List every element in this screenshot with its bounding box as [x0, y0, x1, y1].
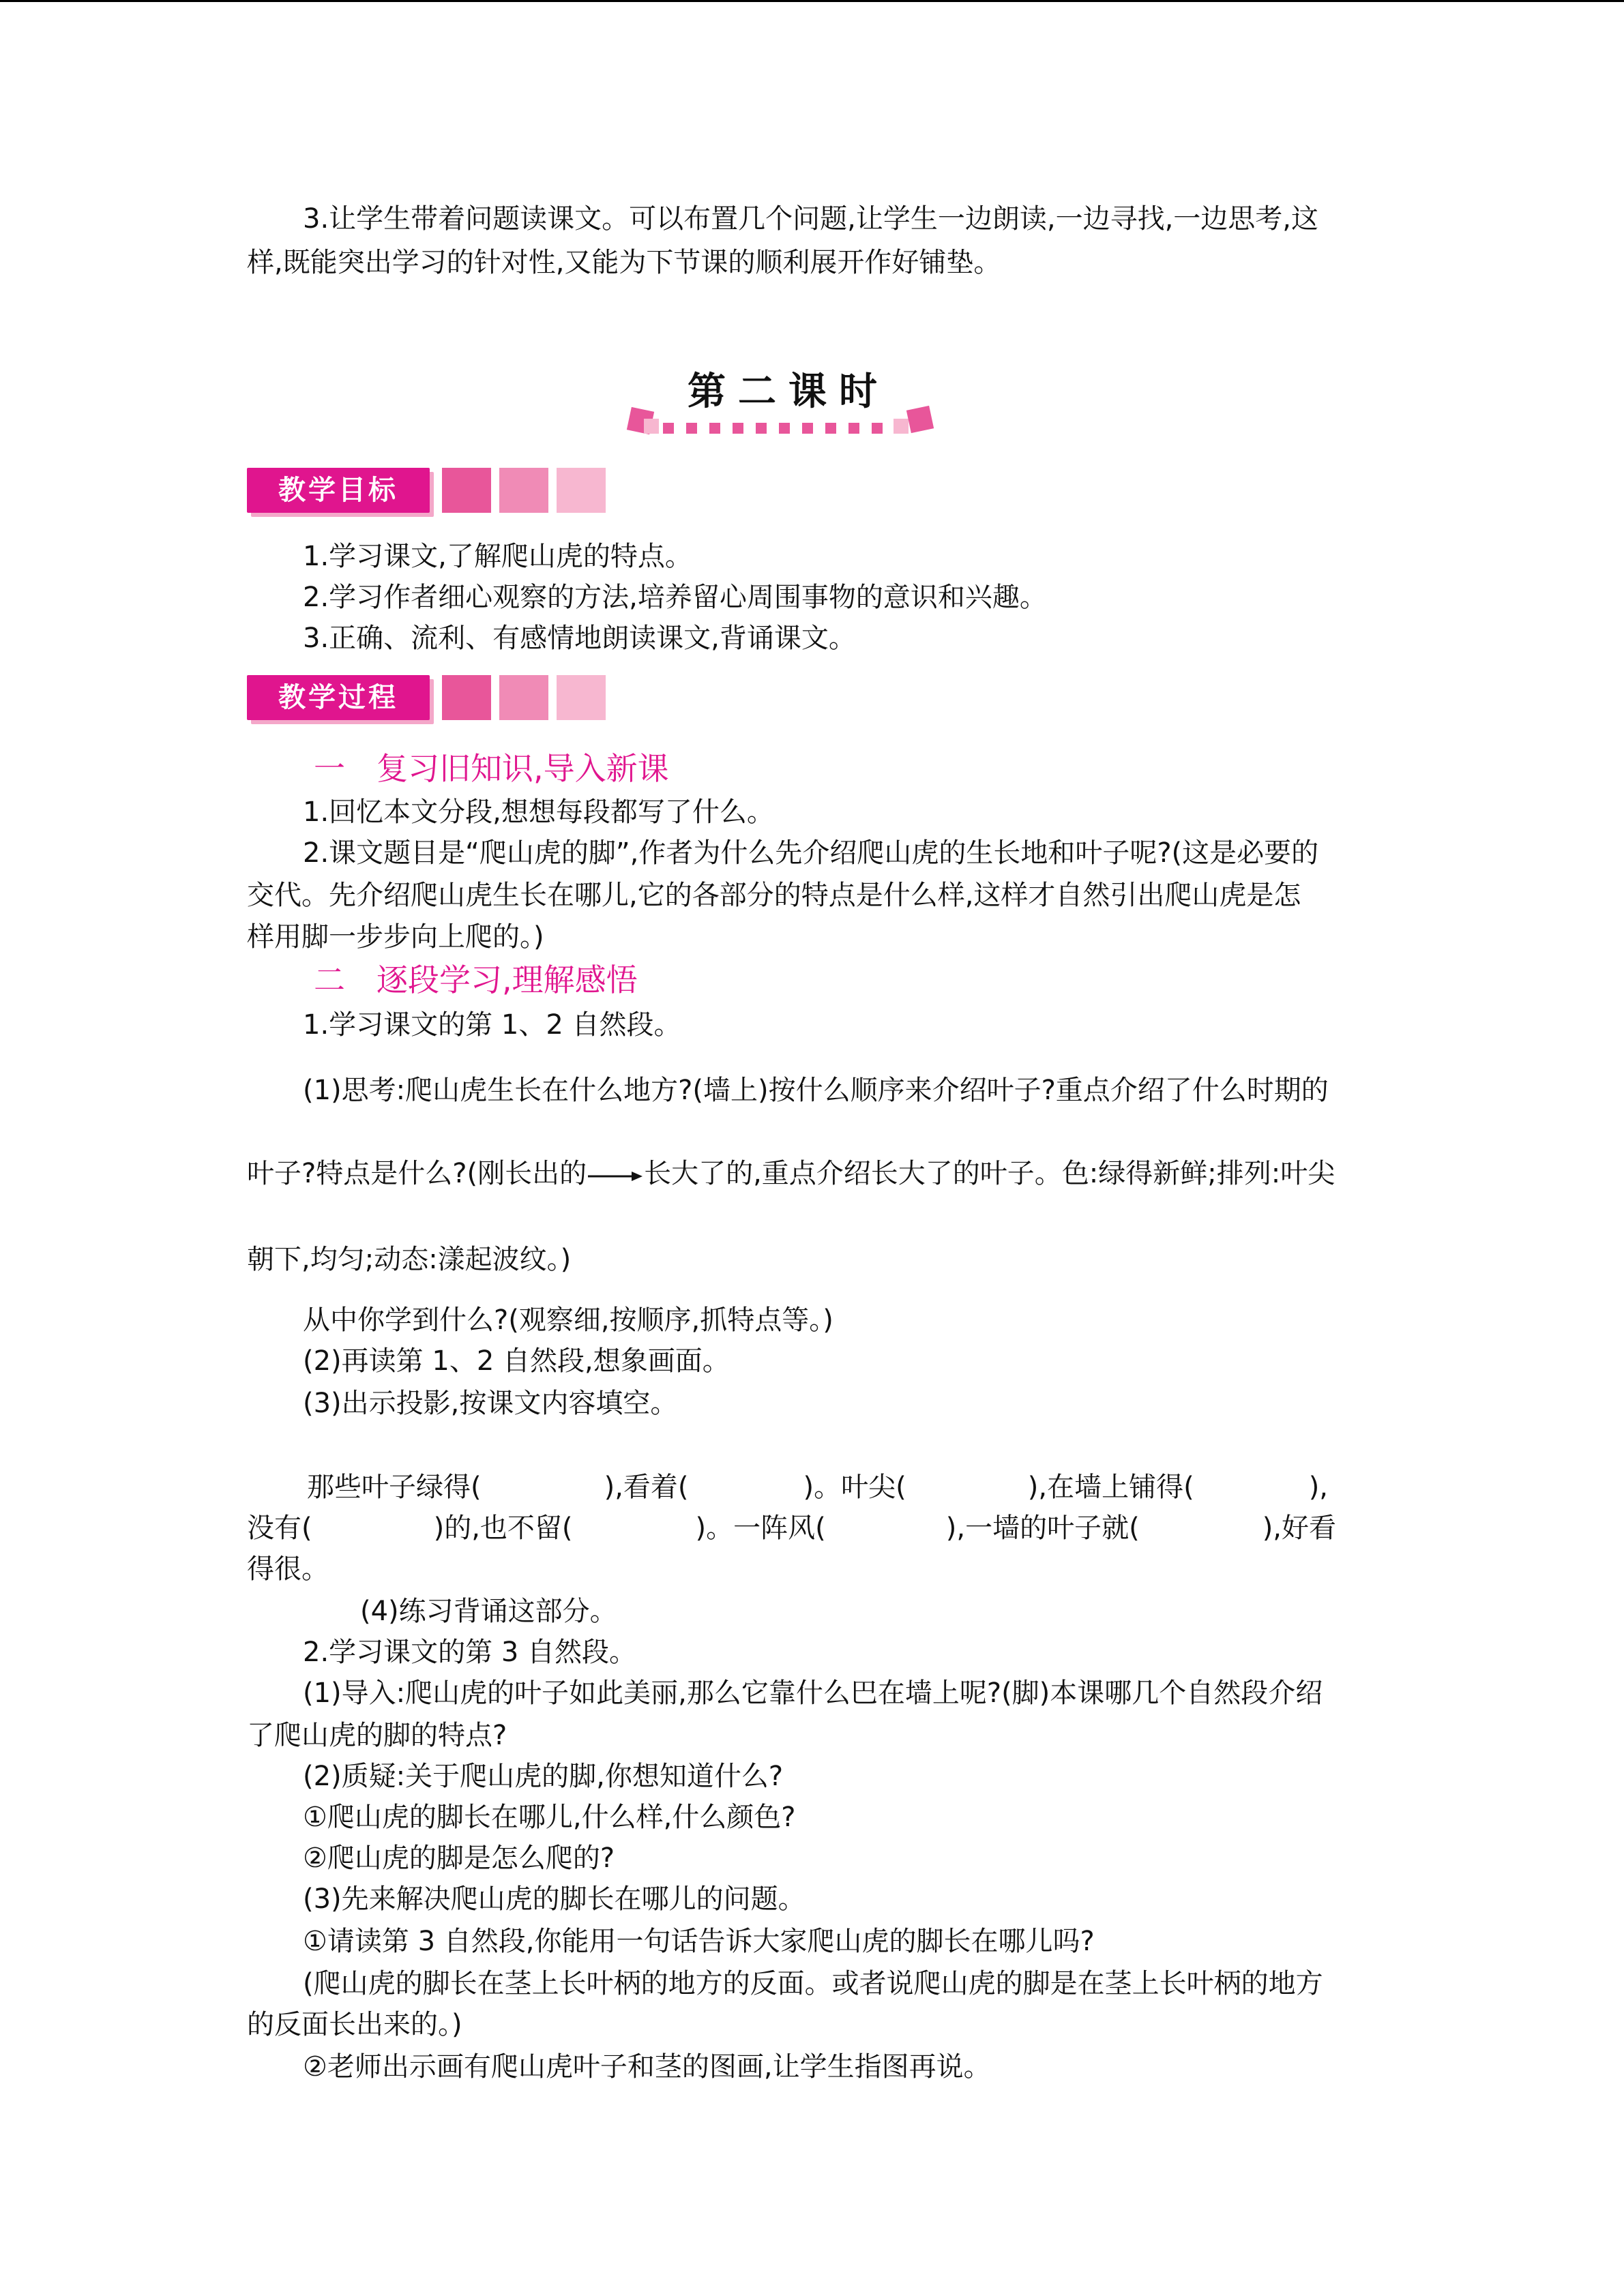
fill-blank-line: 得很。 — [247, 1553, 329, 1585]
part2-line-segment: 长大了的,重点介绍长大了的叶子。色:绿得新鲜;排列:叶尖 — [644, 1158, 1335, 1189]
part2-line: (爬山虎的脚长在茎上长叶柄的地方的反面。或者说爬山虎的脚是在茎上长叶柄的地方 — [303, 1968, 1323, 1999]
part2-line: (3)先来解决爬山虎的脚长在哪儿的问题。 — [303, 1883, 806, 1915]
part2-line: (2)再读第 1、2 自然段,想象画面。 — [303, 1345, 730, 1377]
fill-blank-line — [247, 1507, 1336, 1549]
part1-line: 2.课文题目是“爬山虎的脚”,作者为什么先介绍爬山虎的生长地和叶子呢?(这是必要的 — [303, 837, 1319, 869]
intro-line-2: 样,既能突出学习的针对性,又能为下节课的顺利展开作好铺垫。 — [247, 247, 1001, 278]
part2-line: 从中你学到什么?(观察细,按顺序,抓特点等。) — [303, 1304, 833, 1336]
part2-line: ②老师出示画有爬山虎叶子和茎的图画,让学生指图再说。 — [303, 2051, 991, 2083]
part2-line: (4)练习背诵这部分。 — [360, 1596, 617, 1627]
label-square-decoration — [499, 468, 548, 513]
fill-text: 没有( — [247, 1512, 312, 1544]
label-square-decoration — [557, 675, 606, 720]
intro-line-1: 3.让学生带着问题读课文。可以布置几个问题,让学生一边朗读,一边寻找,一边思考,这 — [303, 203, 1319, 235]
fill-text: ),在墙上铺得( — [1027, 1472, 1194, 1503]
part2-line: 1.学习课文的第 1、2 自然段。 — [303, 1009, 681, 1041]
part2-heading: 二 逐段学习,理解感悟 — [314, 961, 638, 998]
part1-line: 交代。先介绍爬山虎生长在哪儿,它的各部分的特点是什么样,这样才自然引出爬山虎是怎 — [247, 880, 1301, 911]
objectives-label: 教学目标 — [247, 468, 430, 513]
part2-line: ①请读第 3 自然段,你能用一句话告诉大家爬山虎的脚长在哪儿吗? — [303, 1926, 1095, 1957]
part2-line: (2)质疑:关于爬山虎的脚,你想知道什么? — [303, 1761, 784, 1792]
fill-blank-line — [307, 1466, 1328, 1508]
fill-text: ), — [1308, 1472, 1329, 1503]
part1-line: 1.回忆本文分段,想想每段都写了什么。 — [303, 796, 774, 828]
fill-text: ),好看 — [1262, 1512, 1337, 1544]
arrow-icon — [587, 1161, 644, 1189]
process-label: 教学过程 — [247, 675, 430, 720]
lesson-title: 第二课时 — [688, 369, 889, 414]
top-rule — [0, 0, 1624, 2]
part2-line: (3)出示投影,按课文内容填空。 — [303, 1388, 678, 1419]
label-square-decoration — [557, 468, 606, 513]
objective-item: 3.正确、流利、有感情地朗读课文,背诵课文。 — [303, 623, 856, 654]
fill-text: ),看着( — [604, 1472, 689, 1503]
part2-line — [247, 1152, 1335, 1195]
part2-line: 2.学习课文的第 3 自然段。 — [303, 1637, 637, 1668]
label-square-decoration — [442, 468, 491, 513]
fill-text: ),一墙的叶子就( — [945, 1512, 1140, 1544]
part2-line: ①爬山虎的脚长在哪儿,什么样,什么颜色? — [303, 1802, 796, 1833]
fill-text: )。一阵风( — [695, 1512, 826, 1544]
label-square-decoration — [442, 675, 491, 720]
part2-line: 了爬山虎的脚的特点? — [247, 1720, 507, 1751]
part1-line: 样用脚一步步向上爬的。) — [247, 921, 544, 953]
objective-item: 1.学习课文,了解爬山虎的特点。 — [303, 541, 692, 572]
objective-item: 2.学习作者细心观察的方法,培养留心周围事物的意识和兴趣。 — [303, 582, 1047, 613]
fill-text: )。叶尖( — [803, 1472, 906, 1503]
part2-line: ②爬山虎的脚是怎么爬的? — [303, 1843, 615, 1874]
part2-line: (1)导入:爬山虎的叶子如此美丽,那么它靠什么巴在墙上呢?(脚)本课哪几个自然段介绍 — [303, 1678, 1323, 1709]
part2-line-segment: 叶子?特点是什么?(刚长出的 — [247, 1158, 587, 1189]
part1-heading: 一 复习旧知识,导入新课 — [314, 750, 669, 787]
part2-line: 朝下,均匀;动态:漾起波纹。) — [247, 1244, 572, 1275]
part2-line: 的反面长出来的。) — [247, 2009, 462, 2040]
part2-line: (1)思考:爬山虎生长在什么地方?(墙上)按什么顺序来介绍叶子?重点介绍了什么时期的 — [303, 1075, 1329, 1106]
label-square-decoration — [499, 675, 548, 720]
fill-text: )的,也不留( — [433, 1512, 573, 1544]
fill-text: 那些叶子绿得( — [307, 1472, 482, 1503]
